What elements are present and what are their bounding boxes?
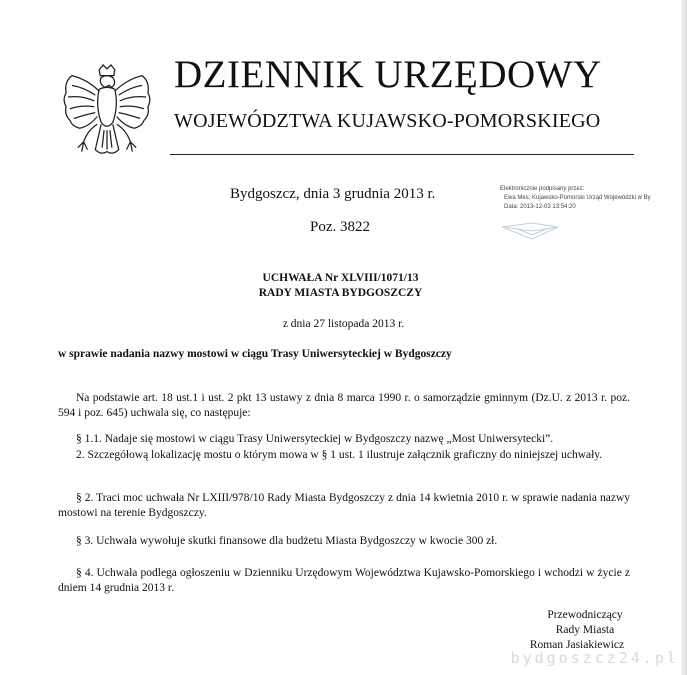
section-3: § 3. Uchwała wywołuje skutki finansowe dla budżetu Miasta Bydgoszczy w kwocie 300 zł. <box>76 535 498 547</box>
watermark: bydgoszcz24.pl <box>510 649 679 667</box>
section-2: § 2. Traci moc uchwała Nr LXIII/978/10 Rady Miasta Bydgoszczy z dnia 14 kwietnia 2010 r. w sprawie nadania nazwy mostowi na terenie Bydgoszczy. <box>58 492 630 519</box>
e-signature-logo-icon <box>498 221 562 243</box>
publication-subtitle: WOJEWÓDZTWA KUJAWSKO-POMORSKIEGO <box>174 110 601 132</box>
signer-name: Roman Jasiakiewicz <box>529 639 625 651</box>
section-1-1: § 1.1. Nadaje się mostowi w ciągu Trasy Uniwersyteckiej w Bydgoszczy nazwę „Most Uniwersytecki”. <box>76 433 554 445</box>
e-signature-line: Elektronicznie podpisany przez: <box>500 186 585 192</box>
dateline: Bydgoszcz, dnia 3 grudnia 2013 r. <box>230 186 436 202</box>
e-signature-signer: Ewa Mes; Kujawsko-Pomorski Urząd Wojewódzki w By <box>504 195 651 201</box>
header-divider <box>170 154 634 155</box>
resolution-number: UCHWAŁA Nr XLVIII/1071/13 <box>262 272 419 284</box>
position-number: Poz. 3822 <box>310 219 370 235</box>
resolution-date: z dnia 27 listopada 2013 r. <box>282 318 405 330</box>
signer-body: Rady Miasta <box>555 624 615 636</box>
e-signature-date: Data: 2013-12-03 13:54:20 <box>504 204 576 210</box>
publication-title: DZIENNIK URZĘDOWY <box>174 53 602 96</box>
section-1-2: 2. Szczegółową lokalizację mostu o którym mowa w § 1 ust. 1 ilustruje załącznik graficzny do niniejszej uchwały. <box>76 449 603 461</box>
signer-role: Przewodniczący <box>547 609 623 621</box>
section-4: § 4. Uchwała podlega ogłoszeniu w Dzienniku Urzędowym Województwa Kujawsko-Pomorskiego i wchodzi w życie z dniem 14 grudnia 2013 r. <box>58 567 630 594</box>
legal-basis-paragraph: Na podstawie art. 18 ust.1 i ust. 2 pkt 13 ustawy z dnia 8 marca 1990 r. o samorządzie gminnym (Dz.U. z 2013 r. poz. 594 i poz. 645) uchwala się, co następuje: <box>58 392 630 419</box>
polish-eagle-emblem-icon <box>58 62 156 174</box>
resolution-issuer: RADY MIASTA BYDGOSZCZY <box>258 287 423 299</box>
resolution-subject: w sprawie nadania nazwy mostowi w ciągu Trasy Uniwersyteckiej w Bydgoszczy <box>58 348 452 360</box>
page-edge-shadow <box>681 0 687 675</box>
e-signature-info <box>500 185 680 212</box>
